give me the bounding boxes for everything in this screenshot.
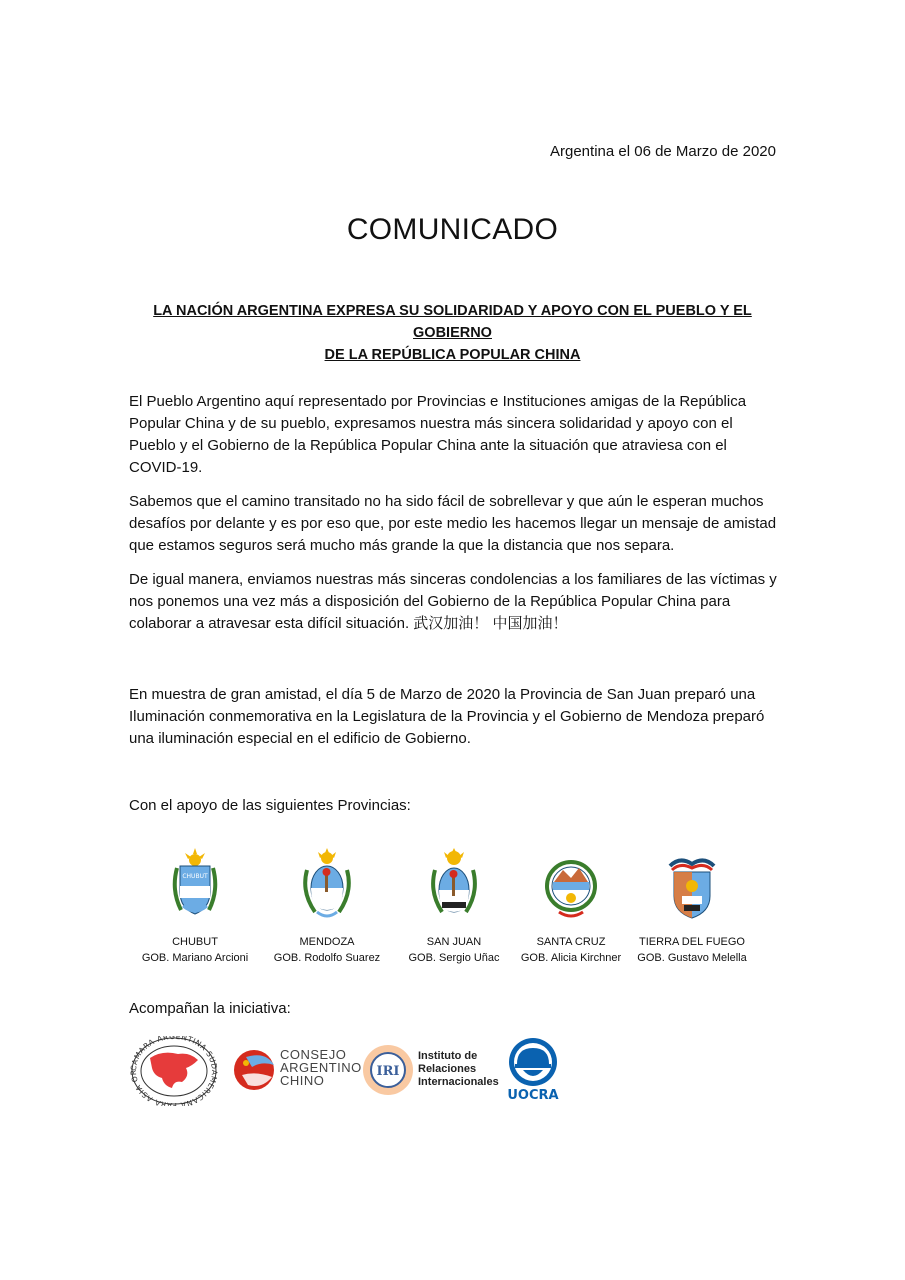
santa-cruz-shield-icon: [543, 848, 599, 924]
province-tierra-del-fuego: [627, 848, 757, 966]
svg-text:CAMARA ARGENTINA SUDAMERICANA: CAMARA ARGENTINA SUDAMERICANA PARA ASIA OR: [128, 1036, 220, 1106]
uocra-logo-icon: [503, 1036, 563, 1102]
chubut-shield-icon: [167, 848, 223, 924]
paragraph-1: El Pueblo Argentino aquí representado por Provincias e Instituciones amigas de la República Popular China y de su pueblo, expresamos nuestra más sincera solidaridad y apoyo con el Pueblo y el Gobierno de la República Popular China ante la situación que atraviesa con el COVID-19.: [129, 393, 747, 476]
svg-text:CHUBUT: CHUBUT: [182, 873, 208, 880]
iri-logo: [362, 1036, 502, 1106]
province-name: SAN JUAN: [426, 936, 482, 948]
uocra-logo: [503, 1036, 563, 1106]
mendoza-shield-icon: [299, 848, 355, 924]
consejo-line-3: CHINO: [280, 1073, 325, 1088]
subtitle-line-1: LA NACIÓN ARGENTINA EXPRESA SU SOLIDARIDAD Y APOYO CON EL PUEBLO Y EL GOBIERNO: [153, 303, 752, 341]
province-mendoza: [262, 848, 392, 966]
tierra-del-fuego-shield-icon: [664, 848, 720, 924]
san-juan-shield-icon: [426, 848, 482, 924]
province-governor: GOB. Sergio Uñac: [408, 952, 500, 964]
province-santa-cruz: [506, 848, 636, 966]
iri-logo-icon: [362, 1042, 414, 1098]
svg-text:UOCRA: UOCRA: [507, 1088, 559, 1102]
iri-line-3: Internacionales: [418, 1076, 499, 1088]
province-name: MENDOZA: [299, 936, 355, 948]
province-san-juan: [389, 848, 519, 966]
paragraph-3: De igual manera, enviamos nuestras más sinceras condolencias a los familiares de las víctimas y nos ponemos una vez más a disposición del Gobierno de la República Popular China para colaborar a atravesar esta difícil situación. 武汉加油！ 中国加油！: [129, 571, 777, 632]
province-name: SANTA CRUZ: [536, 936, 606, 948]
province-chubut: [130, 848, 260, 966]
camara-logo-icon: [128, 1036, 220, 1106]
accompany-label: Acompañan la iniciativa:: [129, 1000, 291, 1017]
iri-line-1: Instituto de: [418, 1050, 478, 1062]
province-governor: GOB. Alicia Kirchner: [520, 952, 622, 964]
province-name: TIERRA DEL FUEGO: [639, 936, 745, 948]
province-governor: GOB. Mariano Arcioni: [141, 952, 249, 964]
consejo-logo-icon: [232, 1045, 276, 1095]
document-subtitle: [120, 300, 785, 366]
paragraph-2: Sabemos que el camino transitado no ha sido fácil de sobrellevar y que aún le esperan muchos desafíos por delante y es por eso que, por este medio les hacemos llegar un mensaje de amistad que estamos seguros será mucho más grande la que la distancia que nos separa.: [129, 493, 777, 554]
camara-argentina-logo: [128, 1036, 220, 1106]
paragraph-4: En muestra de gran amistad, el día 5 de Marzo de 2020 la Provincia de San Juan preparó una Iluminación conmemorativa en la Legislatura de la Provincia y el Gobierno de Mendoza preparó una iluminación especial en el edificio de Gobierno.: [129, 686, 765, 747]
consejo-argentino-chino-logo: [232, 1036, 362, 1106]
iri-text: [418, 1050, 499, 1089]
consejo-line-1: CONSEJO: [280, 1047, 347, 1062]
consejo-text: [280, 1048, 362, 1087]
province-name: CHUBUT: [172, 936, 218, 948]
support-label: Con el apoyo de las siguientes Provincias:: [129, 797, 411, 814]
subtitle-line-2: DE LA REPÚBLICA POPULAR CHINA: [324, 347, 581, 363]
iri-line-2: Relaciones: [418, 1063, 477, 1075]
document-date: Argentina el 06 de Marzo de 2020: [550, 143, 776, 160]
consejo-line-2: ARGENTINO: [280, 1060, 362, 1075]
province-governor: GOB. Rodolfo Suarez: [273, 952, 381, 964]
document-title: COMUNICADO: [346, 213, 559, 246]
svg-text:IRI: IRI: [376, 1064, 400, 1079]
province-governor: GOB. Gustavo Melella: [637, 952, 747, 964]
